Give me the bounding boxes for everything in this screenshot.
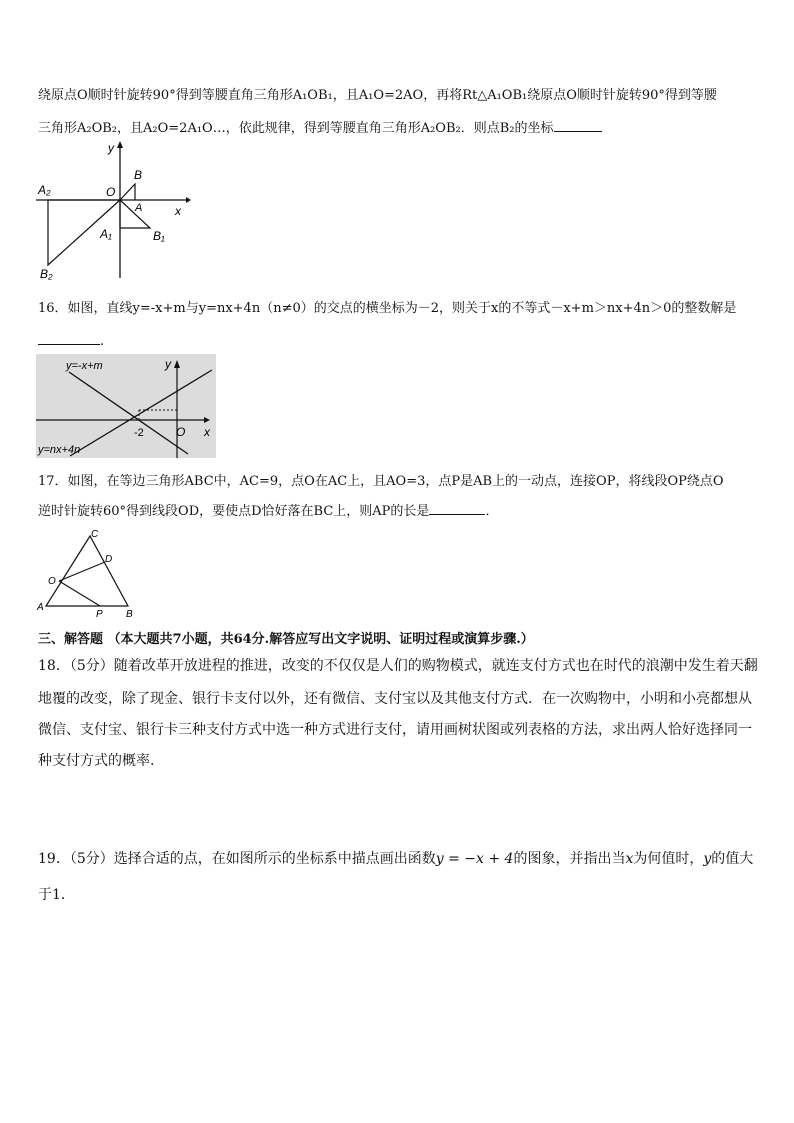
q15-label-a: A [135,202,143,214]
q15-label-a1: A₁ [100,227,112,241]
q16-label-o: O [176,425,186,439]
q18-line2: 地覆的改变，除了现金、银行卡支付以外，还有微信、支付宝以及其他支付方式．在一次购物中，小明和小亮都想从 [38,691,752,707]
q17-segment-op [59,581,100,606]
q19-line1 [38,848,753,868]
q16-figure-bg [36,354,216,458]
q18-line4: 种支付方式的概率. [38,753,155,769]
q15-y-arrow [117,141,123,148]
q15-label-o: O [106,185,116,199]
q18-line3: 微信、支付宝、银行卡三种支付方式中选一种方式进行支付，请用画树状图或列表格的方法，求出两人恰好选择同一 [38,722,752,738]
q17-answer-blank[interactable] [429,502,485,515]
q16-label-y: y [165,357,171,371]
q15-line2 [38,117,602,136]
q16-label-x: x [204,425,210,439]
q16-line1: 16．如图，直线y=-x+m与y=nx+4n（n≠0）的交点的横坐标为－2，则关于x的不等式－x+m＞nx+4n＞0的整数解是 [38,301,737,316]
q15-label-a2: A₂ [38,183,51,197]
q16-line2-end: . [100,334,105,349]
q16-line2 [38,332,104,349]
q15-label-b: B [134,168,143,182]
q19-var-y: y [703,851,712,867]
q15-label-x: x [175,204,181,218]
q17-figure [34,526,144,620]
q17-label-d: D [105,554,113,565]
q18-line1: 18．（5分）随着改革开放进程的推进，改变的不仅仅是人们的购物模式，就连支付方式也在时代的浪潮中发生着天翻 [38,658,758,674]
q19-var-x: x [625,851,634,867]
q17-line1: 17．如图，在等边三角形ABC中，AC=9，点O在AC上，且AO=3，点P是AB上的一动点，连接OP，将线段OP绕点O [38,474,724,489]
q15-label-y: y [108,141,114,155]
q16-answer-blank[interactable] [38,332,100,345]
q17-label-a: A [37,602,44,613]
q19-line2: 于1． [38,887,75,903]
q15-answer-blank[interactable] [554,119,602,132]
q19-part3: 为何值时， [633,851,704,867]
section3-heading: 三、解答题 （本大题共7小题，共64分.解答应写出文字说明、证明过程或演算步骤.） [38,632,534,647]
q19-part2: 的图象，并指出当 [513,851,626,867]
q16-label-minus2: -2 [134,427,144,439]
q15-line2-text: 三角形A₂OB₂，且A₂O=2A₁O…，依此规律，得到等腰直角三角形A₂OB₂．则点B₂的坐标 [38,121,554,136]
q16-label-line2: y=nx+4n [38,444,81,456]
q17-label-o: O [48,576,56,587]
q19-part1: 19．（5分）选择合适的点，在如图所示的坐标系中描点画出函数 [38,851,436,867]
q15-label-b1: B₁ [153,229,165,243]
q15-figure [36,138,196,284]
q17-label-p: P [96,609,103,620]
q17-label-b: B [126,609,133,620]
q16-figure [36,354,216,458]
q16-label-line1: y=-x+m [66,360,103,372]
q19-part4: 的值大 [711,851,754,867]
q17-triangle-abc [46,536,128,606]
q15-label-b2: B₂ [40,267,53,281]
q15-x-arrow [186,197,191,203]
q19-formula: y = −x + 4 [435,851,514,867]
q17-segment-od [59,562,105,581]
q15-triangle-aob [120,184,135,200]
q17-line2-end: ． [485,504,499,519]
q17-line2-text: 逆时针旋转60°得到线段OD，要使点D恰好落在BC上，则AP的长是 [38,504,430,519]
q15-line1: 绕原点O顺时针旋转90°得到等腰直角三角形A₁OB₁，且A₁O=2AO，再将Rt△A₁OB₁绕原点O顺时针旋转90°得到等腰 [38,88,717,103]
q17-label-c: C [91,529,99,540]
q17-line2 [38,500,498,519]
